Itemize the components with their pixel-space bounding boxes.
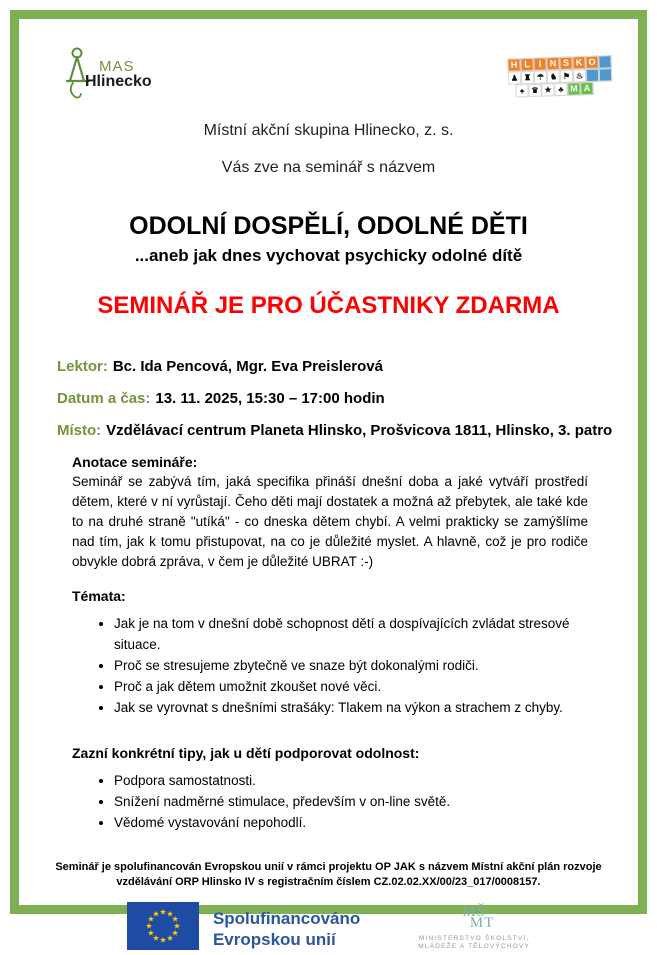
tips-list: [72, 770, 588, 833]
puzzle-letter-tile: A: [580, 82, 593, 95]
lecturer-label: Lektor:: [57, 358, 108, 375]
msmt-caption-line2: MLÁDEŽE A TĚLOVÝCHOVY: [418, 943, 531, 950]
annotation-section: [19, 454, 638, 833]
seminar-title: ODOLNÍ DOSPĚLÍ, ODOLNÉ DĚTI: [129, 212, 528, 240]
seminar-subtitle: ...aneb jak dnes vychovat psychicky odolné dítě: [134, 246, 523, 265]
topics-heading: Témata:: [72, 588, 126, 604]
topics-list: [72, 613, 588, 718]
hlinsko-puzzle-logo: [507, 55, 612, 98]
msmt-caption: [418, 935, 530, 951]
list-item: • Proč se stresujeme zbytečně ve snaze být dokonalými rodiči.: [114, 655, 588, 676]
puzzle-letter-tile: [598, 55, 611, 68]
puzzle-pictogram-tile: ♣: [554, 83, 567, 96]
msmt-logo: [418, 906, 530, 951]
puzzle-tile-row: [515, 81, 612, 97]
annotation-body: Seminář se zabývá tím, jaká specifika přináší dnešní doba a jaké vytváří prostředí dětem, které v ní vyrůstají. Čeho děti mají dostatek a možná až přebytek, ale také kde to na druhé straně "utíká" - co dneska dětem chybí. A velmi prakticky se zamýšlíme nad tím, jak k tomu přistupovat, na co je důležité myslet. A hlavně, což je pro rodiče obvykle dobrá zpráva, v čem je důležité UBRAT :-): [72, 474, 588, 569]
msmt-caption-line1: MINISTERSTVO ŠKOLSTVÍ,: [418, 935, 530, 942]
funding-note: [19, 860, 638, 890]
mas-logo-text: [85, 58, 152, 90]
mas-hlinecko-logo: [63, 45, 152, 106]
puzzle-pictogram-tile: ♛: [528, 84, 541, 97]
eu-flag-icon: [127, 902, 199, 955]
seminar-details: [19, 358, 638, 439]
invitation-line: Vás zve na seminář s názvem: [221, 159, 436, 176]
list-item: • Podpora samostatnosti.: [114, 770, 588, 791]
puzzle-letter-tile: H: [507, 58, 520, 71]
puzzle-pictogram-tile: ♜: [521, 71, 534, 84]
list-item: • Proč a jak dětem umožnit zkoušet nové věci.: [114, 676, 588, 697]
eu-cofunded-logo: [127, 902, 360, 955]
place-label: Místo:: [57, 422, 102, 439]
puzzle-letter-tile: [586, 69, 599, 82]
mas-logo-line2: Hlinecko: [85, 73, 152, 90]
puzzle-pictogram-tile: ♟: [508, 71, 521, 84]
puzzle-letter-tile: [599, 68, 612, 81]
datetime-row: [57, 390, 638, 407]
mas-logo-line1: MAS: [99, 58, 135, 75]
lecturer-row: [57, 358, 638, 375]
puzzle-pictogram-tile: ♞: [547, 70, 560, 83]
page-content: [19, 19, 638, 950]
msmt-monogram-icon: [418, 906, 530, 930]
puzzle-letter-tile: M: [567, 82, 580, 95]
datetime-value: 13. 11. 2025, 15:30 – 17:00 hodin: [155, 390, 385, 407]
puzzle-letter-tile: I: [533, 57, 546, 70]
lecturer-value: Bc. Ida Pencová, Mgr. Eva Preislerová: [112, 358, 383, 375]
footer-logos-row: [19, 902, 638, 955]
funding-note-line1: Seminář je spolufinancován Evropskou unií v rámci projektu OP JAK s názvem Místní akční plán rozvoje: [55, 861, 602, 873]
organizer-line: Místní akční skupina Hlinecko, z. s.: [203, 122, 454, 139]
puzzle-letter-tile: O: [585, 56, 598, 69]
puzzle-pictogram-tile: ★: [541, 83, 554, 96]
place-row: [57, 422, 638, 439]
puzzle-pictogram-tile: ♠: [515, 84, 528, 97]
puzzle-pictogram-tile: ♨: [573, 69, 586, 82]
msmt-mono-line2: MT: [469, 915, 495, 931]
free-banner: SEMINÁŘ JE PRO ÚČASTNIKY ZDARMA: [97, 292, 560, 319]
list-item: • Jak je na tom v dnešní době schopnost dětí a dospívajících zvládat stresové situace.: [114, 613, 588, 655]
puzzle-letter-tile: L: [520, 58, 533, 71]
msmt-mono-line1: MŠ: [462, 904, 487, 920]
datetime-label: Datum a čas:: [57, 390, 151, 407]
place-value: Vzdělávací centrum Planeta Hlinsko, Prošvicova 1811, Hlinsko, 3. patro: [106, 422, 613, 439]
puzzle-letter-tile: N: [546, 57, 559, 70]
list-item: • Jak se vyrovnat s dnešními strašáky: Tlakem na výkon a strachem z chyby.: [114, 697, 588, 718]
list-item: • Vědomé vystavování nepohodlí.: [114, 812, 588, 833]
puzzle-letter-tile: K: [572, 56, 585, 69]
puzzle-pictogram-tile: ☂: [534, 70, 547, 83]
eu-text-line2: Evropskou unií: [212, 929, 336, 949]
eu-text-line1: Spolufinancováno: [212, 908, 361, 928]
list-item: • Snížení nadměrné stimulace, především v on-line světě.: [114, 791, 588, 812]
funding-note-line2: vzdělávání ORP Hlinsko IV s registračním číslem CZ.02.02.XX/00/23_017/0008157.: [116, 876, 541, 888]
puzzle-letter-tile: S: [559, 57, 572, 70]
eu-cofunded-text: [213, 908, 360, 950]
puzzle-pictogram-tile: ⚑: [560, 70, 573, 83]
header-logos-row: [63, 45, 612, 106]
annotation-heading: Anotace semináře:: [72, 454, 198, 470]
tips-heading: Zazní konkrétní tipy, jak u dětí podporovat odolnost:: [72, 745, 420, 761]
